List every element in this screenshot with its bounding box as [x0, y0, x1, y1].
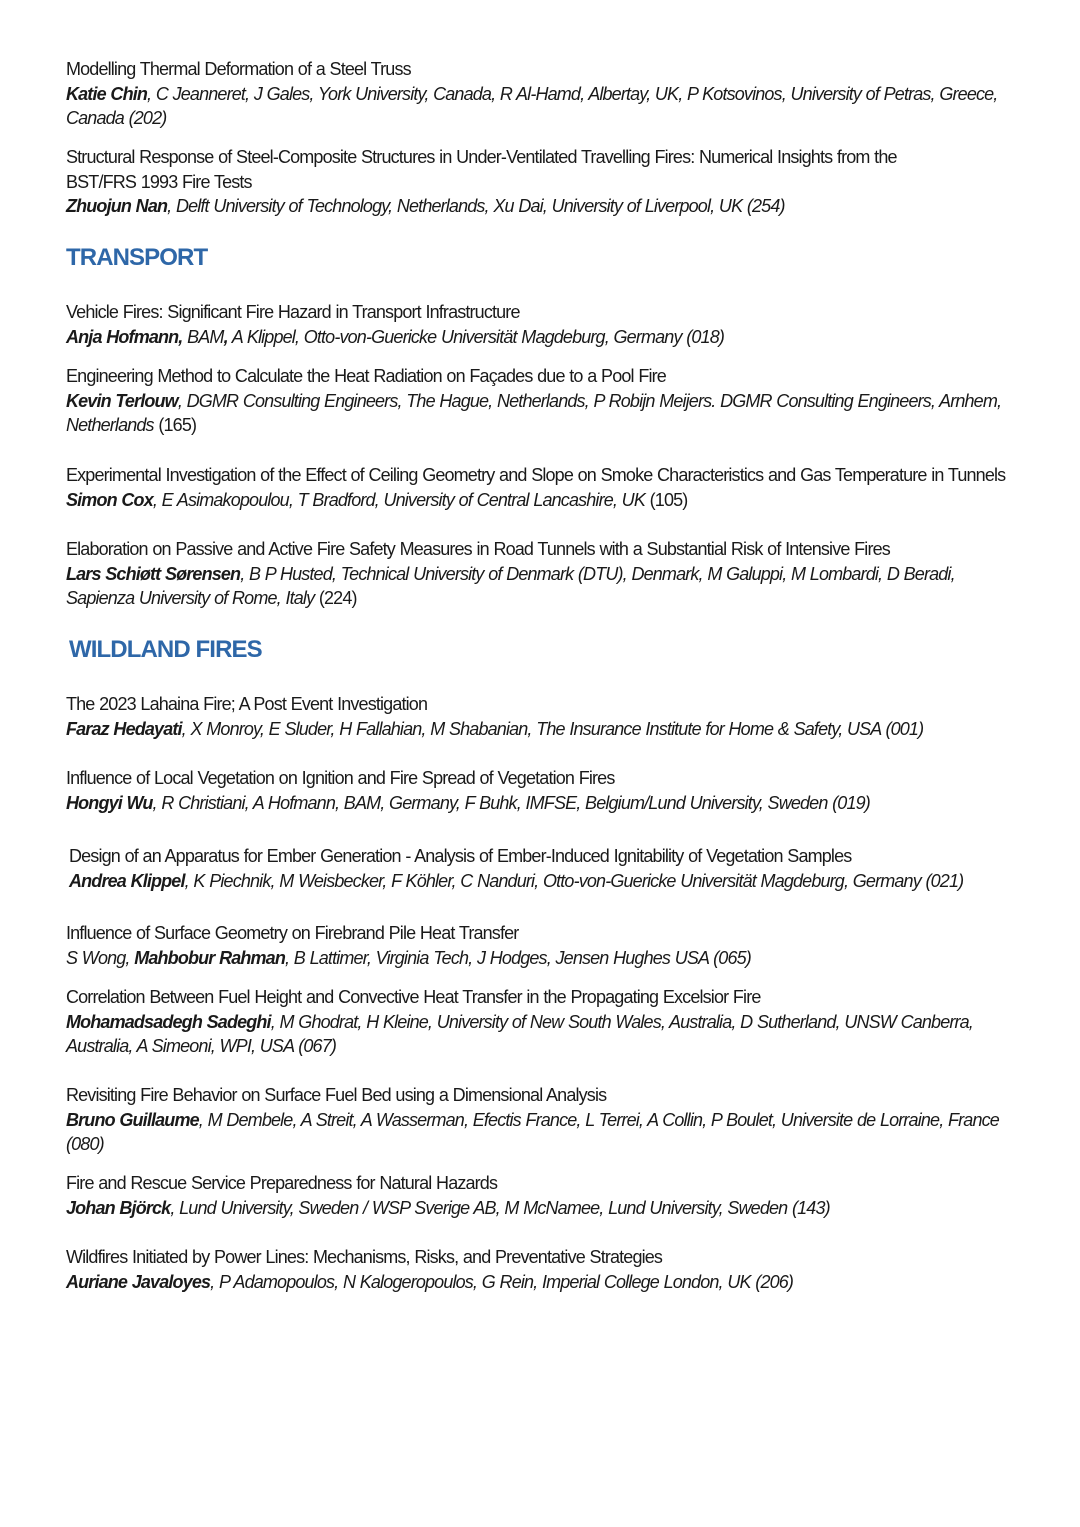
paper-authors	[66, 194, 1026, 219]
co-authors: , X Monroy, E Sluder, H Fallahian, M Shabanian, The Insurance Institute for Home & Safety, USA (001)	[181, 718, 924, 739]
presenting-author: Mohamadsadegh Sadeghi	[66, 1011, 271, 1032]
paper-authors	[66, 82, 1026, 131]
paper-title: Elaboration on Passive and Active Fire Safety Measures in Road Tunnels with a Substantial Risk of Intensive Fires	[66, 539, 890, 559]
paper-code: (105)	[644, 489, 688, 510]
presenting-author: Simon Cox	[66, 489, 153, 510]
paper-authors	[66, 1010, 1026, 1059]
paper-authors	[66, 325, 1026, 350]
paper-entry	[66, 1245, 1026, 1294]
co-authors: , DGMR Consulting Engineers, The Hague, Netherlands, P Robijn Meijers. DGMR Consulting Engineers, Arnhem, Netherlands	[66, 390, 1002, 435]
co-authors: , M Ghodrat, H Kleine, University of New South Wales, Australia, D Sutherland, UNSW Canberra, Australia, A Simeoni, WPI, USA (067)	[66, 1011, 973, 1056]
paper-title: Influence of Local Vegetation on Ignition and Fire Spread of Vegetation Fires	[66, 768, 615, 788]
paper-entry	[66, 985, 1026, 1059]
paper-entry	[66, 1083, 1026, 1157]
paper-title: Wildfires Initiated by Power Lines: Mechanisms, Risks, and Preventative Strategies	[66, 1247, 663, 1267]
paper-title: Design of an Apparatus for Ember Generation - Analysis of Ember-Induced Ignitability of Vegetation Samples	[69, 846, 852, 866]
paper-code: (165)	[153, 415, 197, 435]
co-authors: , Delft University of Technology, Netherlands, Xu Dai, University of Liverpool, UK (254)	[167, 196, 785, 216]
punctuation: ,	[223, 326, 228, 347]
paper-entry	[66, 145, 1026, 219]
co-authors: , E Asimakopoulou, T Bradford, University of Central Lancashire, UK	[152, 489, 645, 510]
paper-title: Modelling Thermal Deformation of a Steel Truss	[66, 59, 411, 79]
co-authors: , C Jeanneret, J Gales, York University, Canada, R Al-Hamd, Albertay, UK, P Kotsovinos, University of Petras, Greece, Canada (202)	[66, 83, 998, 128]
paper-entry	[66, 463, 1066, 512]
co-authors: , B Lattimer, Virginia Tech, J Hodges, Jensen Hughes USA (065)	[285, 947, 751, 968]
paper-title: Vehicle Fires: Significant Fire Hazard in Transport Infrastructure	[66, 302, 520, 322]
paper-authors	[66, 1108, 1026, 1157]
paper-entry	[66, 364, 1026, 438]
paper-title: Correlation Between Fuel Height and Convective Heat Transfer in the Propagating Excelsior Fire	[66, 987, 761, 1007]
paper-authors	[66, 791, 1026, 816]
paper-entry	[66, 692, 1026, 741]
paper-authors	[66, 946, 1026, 971]
presenting-author: Katie Chin	[66, 83, 148, 104]
paper-authors	[66, 488, 1066, 513]
first-author: S Wong,	[66, 947, 135, 968]
co-authors: , P Adamopoulos, N Kalogeropoulos, G Rein, Imperial College London, UK (206)	[210, 1271, 794, 1292]
paper-entry	[66, 766, 1026, 815]
presenting-author: Johan Björck	[66, 1197, 171, 1218]
presenting-author: Bruno Guillaume	[66, 1109, 199, 1130]
presenting-author: Zhuojun Nan	[66, 196, 168, 216]
section-heading-transport: TRANSPORT	[66, 244, 208, 271]
paper-entry	[69, 844, 1029, 893]
paper-entry	[66, 300, 1026, 349]
paper-entry	[66, 921, 1026, 970]
paper-title: Fire and Rescue Service Preparedness for Natural Hazards	[66, 1173, 498, 1193]
presenting-author: Mahbobur Rahman	[134, 947, 285, 968]
presenting-author: Hongyi Wu	[66, 792, 153, 813]
paper-authors	[66, 1196, 1026, 1221]
presenting-author: Lars Schiøtt Sørensen	[66, 563, 241, 584]
paper-title: Influence of Surface Geometry on Firebrand Pile Heat Transfer	[66, 923, 519, 943]
affiliation: BAM	[182, 326, 224, 347]
paper-title: Engineering Method to Calculate the Heat Radiation on Façades due to a Pool Fire	[66, 366, 666, 386]
paper-title: Revisiting Fire Behavior on Surface Fuel Bed using a Dimensional Analysis	[66, 1085, 607, 1105]
co-authors: , K Piechnik, M Weisbecker, F Köhler, C Nanduri, Otto-von-Guericke Universität Magdeburg, Germany (021)	[184, 870, 964, 891]
paper-title: The 2023 Lahaina Fire; A Post Event Investigation	[66, 694, 428, 714]
paper-authors	[66, 1270, 1026, 1295]
co-authors: , R Christiani, A Hofmann, BAM, Germany, F Buhk, IMFSE, Belgium/Lund University, Sweden (019)	[152, 792, 870, 813]
paper-entry	[66, 537, 966, 611]
presenting-author: Faraz Hedayati	[66, 718, 182, 739]
paper-entry	[66, 57, 1026, 131]
presenting-author: Andrea Klippel	[69, 870, 185, 891]
co-authors: , Lund University, Sweden / WSP Sverige AB, M McNamee, Lund University, Sweden (143)	[170, 1197, 830, 1218]
paper-authors	[69, 869, 1029, 894]
paper-code: (224)	[314, 588, 357, 608]
paper-authors	[66, 717, 1026, 742]
paper-title: Experimental Investigation of the Effect of Ceiling Geometry and Slope on Smoke Characteristics and Gas Temperature in Tunnels	[66, 465, 1006, 485]
co-authors: , M Dembele, A Streit, A Wasserman, Efectis France, L Terrei, A Collin, P Boulet, Universite de Lorraine, France (080)	[66, 1109, 999, 1154]
co-authors: , B P Husted, Technical University of Denmark (DTU), Denmark, M Galuppi, M Lombardi, D Beradi, Sapienza University of Rome, Italy	[66, 563, 955, 608]
paper-title: Structural Response of Steel-Composite Structures in Under-Ventilated Travelling Fires: Numerical Insights from the BST/FRS 1993 Fire Tests	[66, 147, 897, 192]
presenting-author: Anja Hofmann,	[66, 326, 183, 347]
paper-authors	[66, 389, 1026, 438]
section-heading-wildland-fires: WILDLAND FIRES	[69, 636, 262, 663]
presenting-author: Auriane Javaloyes	[66, 1271, 211, 1292]
paper-entry	[66, 1171, 1026, 1220]
presenting-author: Kevin Terlouw	[66, 390, 178, 411]
co-authors: A Klippel, Otto-von-Guericke Universität Magdeburg, Germany (018)	[227, 326, 725, 347]
paper-authors	[66, 562, 966, 611]
